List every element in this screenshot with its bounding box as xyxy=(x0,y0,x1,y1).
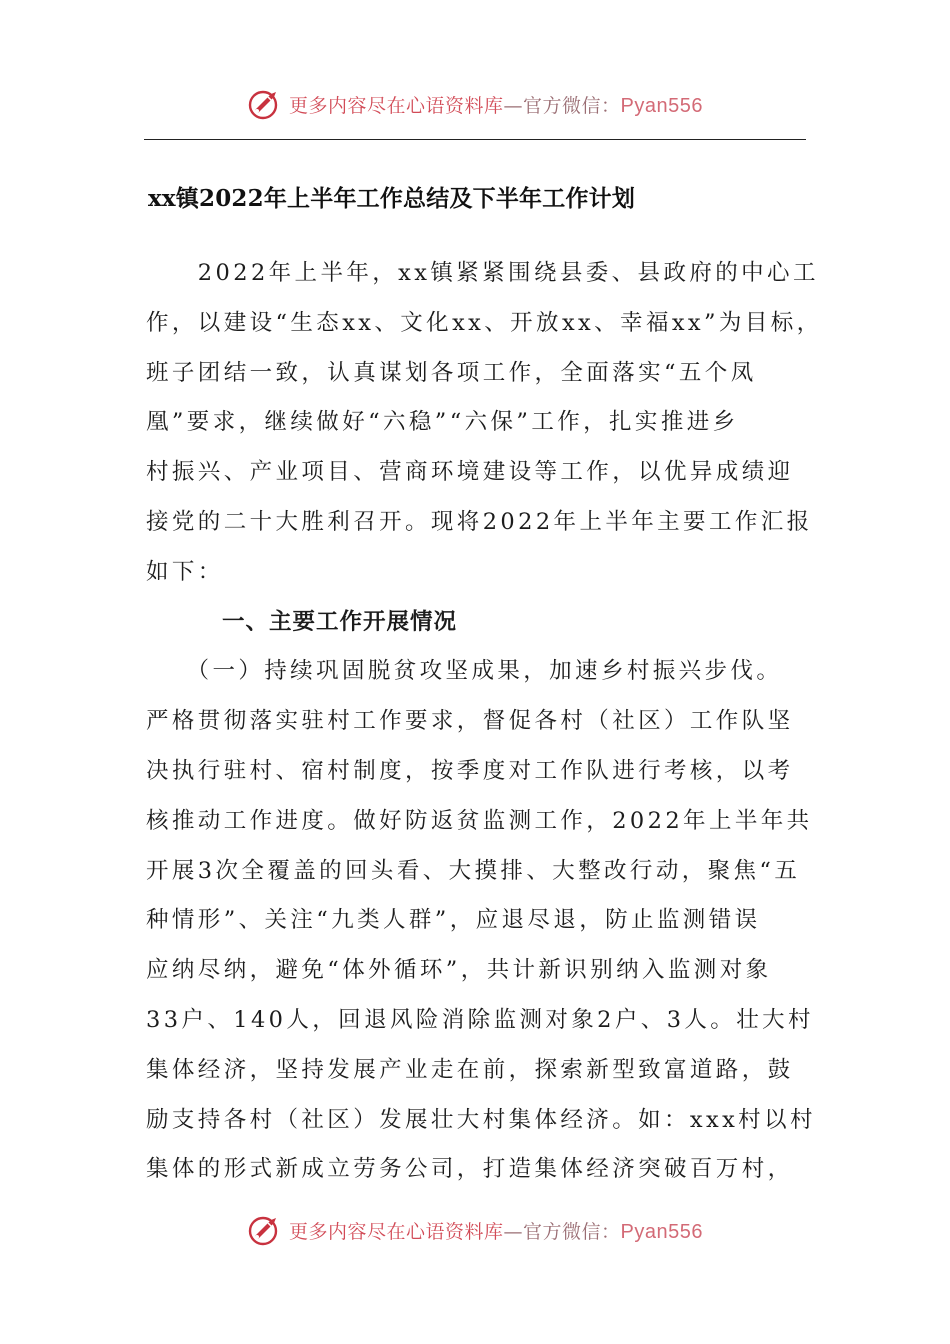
body-line: 严格贯彻落实驻村工作要求，督促各村（社区）工作队坚 xyxy=(146,708,794,735)
banner-text-part1: 更多内容尽在心语资料库 xyxy=(289,94,504,117)
banner-text-part3: Pyan556 xyxy=(620,94,703,117)
subsection-heading-line: （一）持续巩固脱贫攻坚成果，加速乡村振兴步伐。 xyxy=(146,658,783,685)
body-line: 凰”要求，继续做好“六稳”“六保”工作，扎实推进乡 xyxy=(146,409,739,436)
body-line: 开展3次全覆盖的回头看、大摸排、大整改行动，聚焦“五 xyxy=(146,857,801,884)
body-line: 励支持各村（社区）发展壮大村集体经济。如：xxx村以村 xyxy=(146,1106,816,1133)
header-watermark-banner xyxy=(0,82,950,126)
document-body xyxy=(146,249,823,1195)
banner-text-part2: —官方微信： xyxy=(503,1220,621,1243)
banner-text xyxy=(289,91,703,118)
body-line: 2022年上半年，xx镇紧紧围绕县委、县政府的中心工 xyxy=(146,260,819,286)
banner-text-part2: —官方微信： xyxy=(503,94,621,117)
body-line: 应纳尽纳，避免“体外循环”，共计新识别纳入监测对象 xyxy=(146,957,772,984)
body-line: 核推动工作进度。做好防返贫监测工作，2022年上半年共 xyxy=(146,807,813,834)
pen-nib-logo-icon xyxy=(247,86,283,122)
banner-text xyxy=(289,1217,703,1244)
body-line: 33户、140人，回退风险消除监测对象2户、3人。壮大村 xyxy=(146,1006,814,1033)
body-line: 村振兴、产业项目、营商环境建设等工作，以优异成绩迎 xyxy=(146,459,794,486)
pen-nib-logo-icon xyxy=(247,1212,283,1248)
body-line: 班子团结一致，认真谋划各项工作，全面落实“五个凤 xyxy=(146,359,757,386)
body-line: 集体经济，坚持发展产业走在前，探索新型致富道路，鼓 xyxy=(146,1056,794,1083)
body-line: 集体的形式新成立劳务公司，打造集体经济突破百万村， xyxy=(146,1156,794,1183)
document-title: xx镇2022年上半年工作总结及下半年工作计划 xyxy=(148,185,636,212)
banner-text-part3: Pyan556 xyxy=(620,1220,703,1243)
banner-text-part1: 更多内容尽在心语资料库 xyxy=(289,1220,504,1243)
body-line: 种情形”、关注“九类人群”，应退尽退，防止监测错误 xyxy=(146,907,761,934)
section-heading: 一、主要工作开展情况 xyxy=(222,608,458,635)
body-line: 如下： xyxy=(146,558,224,585)
body-line: 接党的二十大胜利召开。现将2022年上半年主要工作汇报 xyxy=(146,508,813,535)
footer-watermark-banner xyxy=(0,1208,950,1252)
header-divider xyxy=(144,139,806,140)
body-line: 作，以建设“生态xx、文化xx、开放xx、幸福xx”为目标， xyxy=(146,309,823,336)
body-line: 决执行驻村、宿村制度，按季度对工作队进行考核，以考 xyxy=(146,757,794,784)
